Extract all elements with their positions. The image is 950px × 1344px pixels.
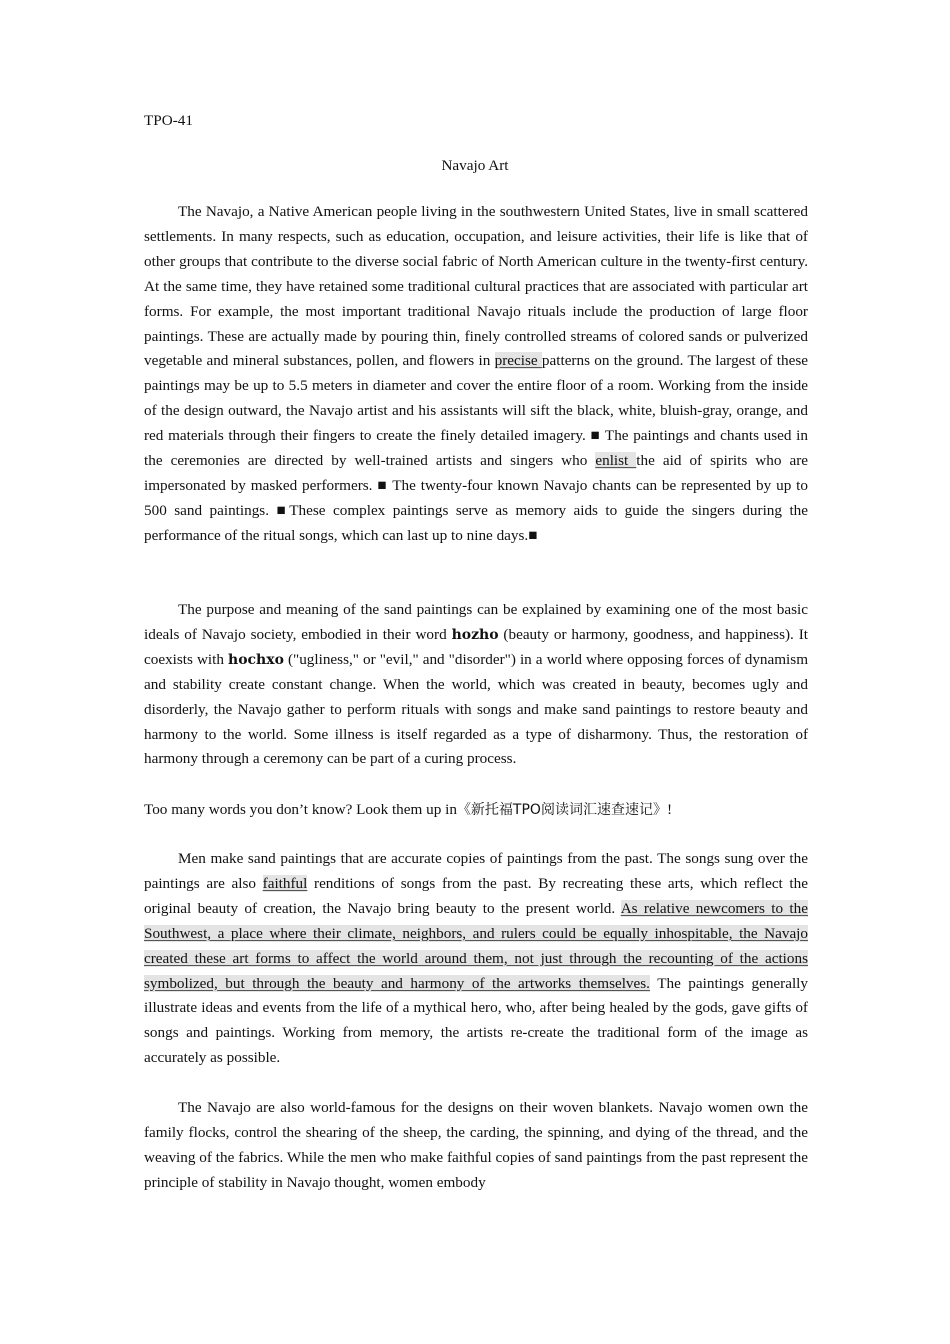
p1-text-b: patterns on the ground. The largest of these paintings may be up to 5.5 meters in diameter and cover the entire floor of a room. Working from the inside of the design outward, the Navajo artist and his assistants will sift the black, white, bluish-gray, orange, and red materials through their fingers to create the finely detailed imagery. ■ The paintings and chants used in the ceremonies are directed by well-trained artists and singers who: [144, 352, 808, 470]
p2-text-b: (beauty or harmony, goodness, and happiness). It coexists with: [144, 625, 808, 668]
highlight-sentence[interactable]: As relative newcomers to the Southwest, a place where their climate, neighbors, and rulers could be equally inhospitable, the Navajo created these art forms to affect the world around them, not just through the recounting of the actions symbolized, but through the beauty and harmony of the artworks themselves.: [144, 899, 808, 992]
doc-header: TPO-41: [144, 112, 193, 129]
note-book-title: 《新托福TPO阅读词汇速查速记》: [456, 802, 667, 818]
highlight-precise[interactable]: precise: [494, 352, 542, 370]
p1-text-c: the aid of spirits who are impersonated by masked performers. ■ The twenty-four known Navajo chants can be represented by up to 500 sand paintings. ■These complex paintings serve as memory aids to guide the singers during the performance of the ritual songs, which can last up to nine days.■: [144, 452, 809, 544]
paragraph-3: [144, 847, 808, 1071]
paragraph-2: [144, 598, 808, 772]
p2-text-a: The purpose and meaning of the sand paintings can be explained by examining one of the most basic ideals of Navajo society, embodied in their word: [144, 601, 808, 643]
doc-title: Navajo Art: [441, 157, 509, 174]
term-hozho: hozho: [451, 626, 499, 643]
promo-note: [144, 798, 672, 823]
p3-text-b: renditions of songs from the past. By recreating these arts, which reflect the original beauty of creation, the Navajo bring beauty to the present world.: [144, 874, 808, 917]
paragraph-1: [144, 200, 808, 549]
highlight-faithful[interactable]: faithful: [262, 874, 308, 892]
note-text-a: Too many words you don’t know? Look them up in: [144, 801, 457, 818]
term-hochxo: hochxo: [228, 651, 284, 668]
p2-text-c: ("ugliness," or "evil," and "disorder") in a world where opposing forces of dynamism and stability create constant change. When the world, which was created in beauty, becomes ugly and disorderly, the Navajo gather to perform rituals with songs and make sand paintings to restore beauty and harmony to the world. Some illness is itself regarded as a type of disharmony. Thus, the restoration of harmony through a ceremony can be part of a curing process.: [144, 650, 809, 768]
p3-text-a: Men make sand paintings that are accurate copies of paintings from the past. The songs sung over the paintings are also: [144, 850, 808, 892]
paragraph-4: The Navajo are also world-famous for the designs on their woven blankets. Navajo women own the family flocks, control the shearing of the sheep, the carding, the spinning, and dying of the thread, and the weaving of the fabrics. While the men who make faithful copies of sand paintings from the past represent the principle of stability in Navajo thought, women embody: [144, 1099, 808, 1191]
highlight-enlist[interactable]: enlist: [595, 452, 637, 470]
note-text-b: !: [666, 801, 673, 818]
p3-text-c: The paintings generally illustrate ideas and events from the life of a mythical hero, who, after being healed by the gods, gave gifts of songs and paintings. Working from memory, the artists re-create the traditional form of the image as accurately as possible.: [144, 974, 808, 1067]
p1-text-a: The Navajo, a Native American people living in the southwestern United States, live in small scattered settlements. In many respects, such as education, occupation, and leisure activities, their life is like that of other groups that contribute to the diverse social fabric of North American culture in the twenty-first century. At the same time, they have retained some traditional cultural practices that are associated with particular art forms. For example, the most important traditional Navajo rituals include the production of large floor paintings. These are actually made by pouring thin, finely controlled streams of colored sands or pulverized vegetable and mineral substances, pollen, and flowers in: [144, 203, 808, 370]
